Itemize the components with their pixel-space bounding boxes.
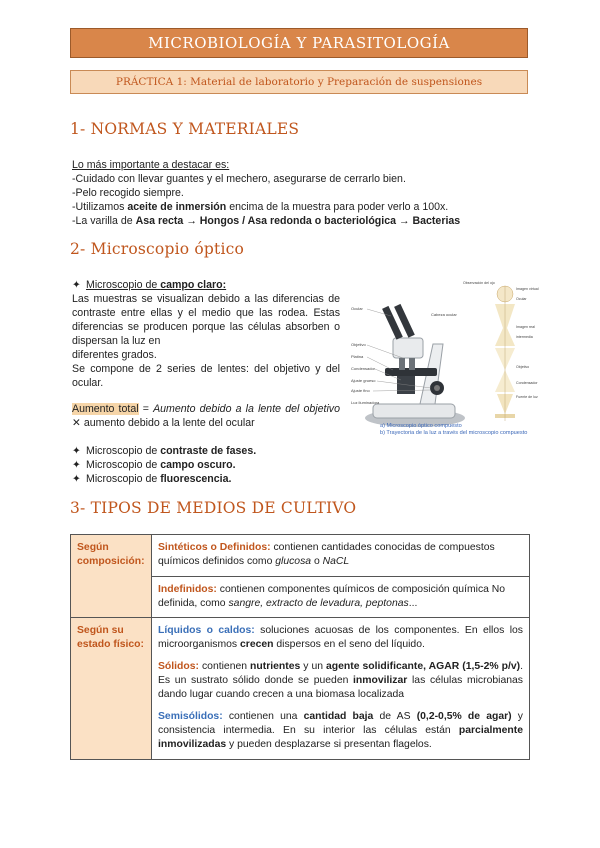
intro-text: Lo más importante a destacar es: <box>72 159 230 171</box>
row-label-estado-fisico: Según su estado físico: <box>71 618 152 759</box>
star-bullet-icon: ✦ <box>72 459 81 471</box>
section-heading-microscopio: 2- Microscopio óptico <box>70 240 245 258</box>
svg-text:Ocular: Ocular <box>351 306 363 311</box>
figure-caption: a) Microscopio óptico compuesto b) Trayectoria de la luz a través del microscopio compuesto <box>380 423 528 436</box>
bullet-fluorescencia: ✦ Microscopio de fluorescencia. <box>72 473 232 485</box>
svg-text:Ocular: Ocular <box>516 297 527 301</box>
table-cell-indefinidos: Indefinidos: contienen componentes químicos de composición química No definida, como sangre, extracto de levadura, peptonas... <box>152 576 530 618</box>
table-row <box>71 618 530 759</box>
svg-text:Cabeza ocular: Cabeza ocular <box>431 312 457 317</box>
svg-text:Condensador: Condensador <box>351 366 376 371</box>
svg-text:intermedia: intermedia <box>516 335 533 339</box>
row-label-composicion: Según composición: <box>71 535 152 618</box>
rule-line: -Pelo recogido siempre. <box>72 187 184 199</box>
star-bullet-icon: ✦ <box>72 279 81 291</box>
table-cell-sinteticos: Sintéticos o Definidos: contienen cantidades conocidas de compuestos químicos definidos como glucosa o NaCL <box>152 535 530 577</box>
microscope-figure <box>345 276 539 444</box>
table-cell-estado-fisico <box>152 618 530 759</box>
bullet-contraste-fases: ✦ Microscopio de contraste de fases. <box>72 445 257 457</box>
star-bullet-icon: ✦ <box>72 445 81 457</box>
table-row <box>71 535 530 577</box>
svg-text:Objetivo: Objetivo <box>516 365 530 369</box>
culture-media-table <box>70 534 530 760</box>
svg-text:Condensador: Condensador <box>516 381 538 385</box>
svg-text:Luz iluminadora: Luz iluminadora <box>351 400 380 405</box>
svg-text:Imagen virtual: Imagen virtual <box>516 287 539 291</box>
svg-text:Objetivo: Objetivo <box>351 342 366 347</box>
campo-claro-description: Las muestras se visualizan debido a las diferencias de contraste entre ellas y el medio que las rodea. Estas diferencias se producen porque las células absorben o dispersan la luz en <box>72 293 340 347</box>
svg-text:Ajuste fino: Ajuste fino <box>351 388 370 393</box>
rule-line: -Cuidado con llevar guantes y el mechero, asegurarse de cerrarlo bien. <box>72 173 406 185</box>
bullet-campo-claro: ✦ Microscopio de campo claro: <box>72 279 227 291</box>
bullet-campo-oscuro: ✦ Microscopio de campo oscuro. <box>72 459 236 471</box>
rule-line: -La varilla de Asa recta → Hongos / Asa redonda o bacteriológica → Bacterias <box>72 215 461 227</box>
liquidos-text: Líquidos o caldos: soluciones acuosas de los componentes. En ellos los microorganismos crecen dispersos en el seno del líquido. <box>158 625 523 651</box>
document-title: MICROBIOLOGÍA Y PARASITOLOGÍA <box>70 28 528 58</box>
solidos-text: Sólidos: contienen nutrientes y un agente solidificante, AGAR (1,5-2% p/v). Es un sustrato sólido donde se pueden inmovilizar las células microbianas dando lugar cuando crecen a una biomasa localizada <box>158 660 523 701</box>
svg-text:Observación del ojo: Observación del ojo <box>463 281 495 285</box>
total-magnification: Aumento total = Aumento debido a la lente del objetivo ✕ aumento debido a la lente del ocular <box>72 403 340 429</box>
section-heading-medios: 3- TIPOS DE MEDIOS DE CULTIVO <box>70 499 357 517</box>
section-heading-normas: 1- NORMAS Y MATERIALES <box>70 120 300 138</box>
svg-text:Ajuste grueso: Ajuste grueso <box>351 378 376 383</box>
star-bullet-icon: ✦ <box>72 473 81 485</box>
rule-line: -Utilizamos aceite de inmersión encima de la muestra para poder verlo a 100x. <box>72 201 449 213</box>
svg-text:Platina: Platina <box>351 354 364 359</box>
lens-description: Se compone de 2 series de lentes: del objetivo y del ocular. <box>72 363 340 389</box>
practice-subtitle: PRÁCTICA 1: Material de laboratorio y Preparación de suspensiones <box>70 70 528 94</box>
svg-text:Imagen real: Imagen real <box>516 325 535 329</box>
semisolidos-text: Semisólidos: contienen una cantidad baja de AS (0,2-0,5% de agar) y consistencia intermedia. En su interior las células están parcialmente inmovilizadas y pueden desplazarse si presentan flagelos. <box>158 710 523 751</box>
campo-claro-description-end: diferentes grados. <box>72 349 157 361</box>
svg-text:Fuente de luz: Fuente de luz <box>516 395 538 399</box>
